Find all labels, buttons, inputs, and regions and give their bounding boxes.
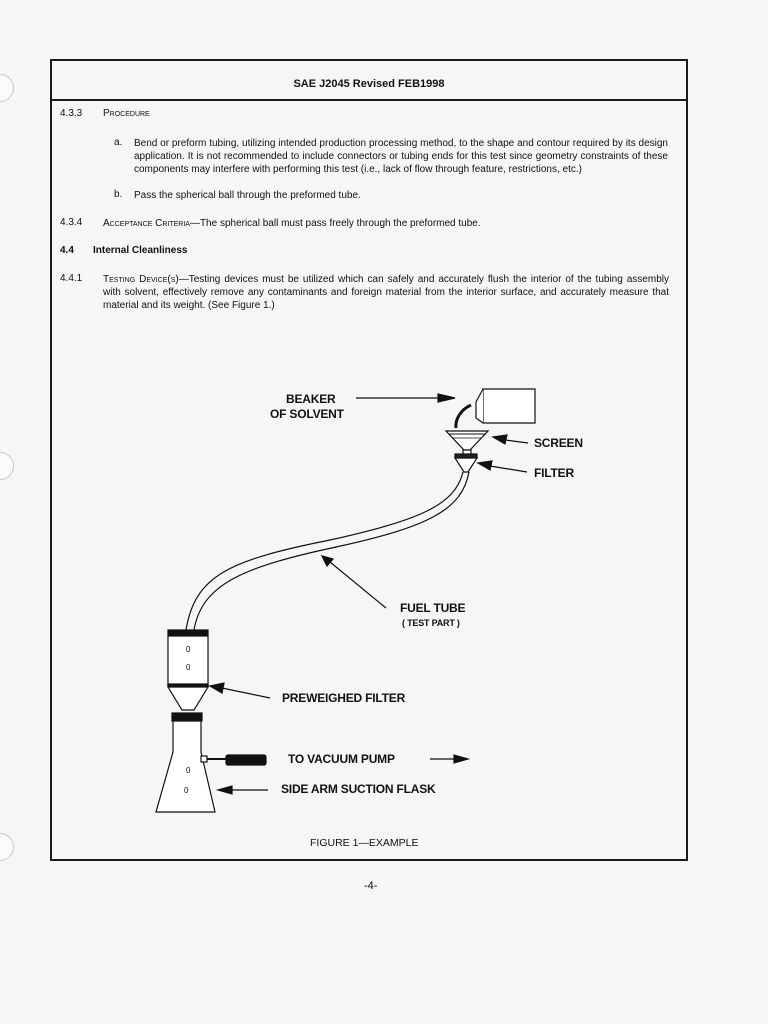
beaker-drawing xyxy=(456,389,535,428)
label-test-part: ( TEST PART ) xyxy=(402,618,460,628)
section-title: Procedure xyxy=(103,108,150,119)
section-heading: Internal Cleanliness xyxy=(93,245,188,256)
svg-text:0: 0 xyxy=(186,663,191,672)
section-title: Testing Device(s) xyxy=(103,274,179,285)
suction-flask-drawing xyxy=(156,713,266,812)
label-screen: SCREEN xyxy=(534,436,583,450)
section-title: Acceptance Criteria xyxy=(103,218,190,229)
list-marker: b. xyxy=(114,189,123,200)
section-number: 4.4 xyxy=(60,245,74,256)
section-number: 4.4.1 xyxy=(60,273,83,284)
label-of-solvent: OF SOLVENT xyxy=(270,407,344,421)
label-filter: FILTER xyxy=(534,466,574,480)
arrow-flask xyxy=(218,786,232,794)
arrow-fuel-tube xyxy=(322,556,333,566)
arrow-preweighed-filter xyxy=(210,683,224,693)
label-fuel-tube: FUEL TUBE xyxy=(400,601,466,615)
svg-text:0: 0 xyxy=(186,645,191,654)
filter-funnel-drawing xyxy=(455,454,477,472)
label-preweighed-filter: PREWEIGHED FILTER xyxy=(282,691,406,705)
section-number: 4.3.4 xyxy=(60,217,83,228)
arrow-screen xyxy=(493,435,507,444)
section-text: —The spherical ball must pass freely through the preformed tube. xyxy=(189,218,481,229)
svg-text:0: 0 xyxy=(184,786,189,795)
label-suction-flask: SIDE ARM SUCTION FLASK xyxy=(281,782,436,796)
procedure-step-b: Pass the spherical ball through the preformed tube. xyxy=(134,190,361,201)
arrow-beaker xyxy=(438,394,455,402)
arrow-filter xyxy=(478,461,492,470)
screen-funnel-drawing xyxy=(446,431,488,456)
list-marker: a. xyxy=(114,137,123,148)
figure-caption: FIGURE 1—EXAMPLE xyxy=(310,837,419,849)
arrow-vacuum xyxy=(454,755,468,763)
section-text: —Testing devices must be utilized which can safely and accurately flush the interior of the tubing assembly with solvent, effectively remove any contaminants and foreign material from the interior surface, and accurately measure that material and its weight. (See Figure 1.) xyxy=(103,274,669,311)
procedure-step-a: Bend or preform tubing, utilizing intended production processing method, to the shape and contour required by its design application. It is not recommended to include connectors or tubing ends for this test since geometry constraints of these components may interfere with performing this test (i.e., lack of flow through feature, restrictions, etc.) xyxy=(134,138,668,175)
section-number: 4.3.3 xyxy=(60,108,83,119)
filter-holder-drawing xyxy=(168,630,208,710)
page-number: -4- xyxy=(364,880,378,892)
label-beaker: BEAKER xyxy=(286,392,336,406)
svg-text:0: 0 xyxy=(186,766,191,775)
label-vacuum-pump: TO VACUUM PUMP xyxy=(288,752,395,766)
page-header: SAE J2045 Revised FEB1998 xyxy=(52,61,686,101)
pointer-arrows xyxy=(210,394,528,794)
